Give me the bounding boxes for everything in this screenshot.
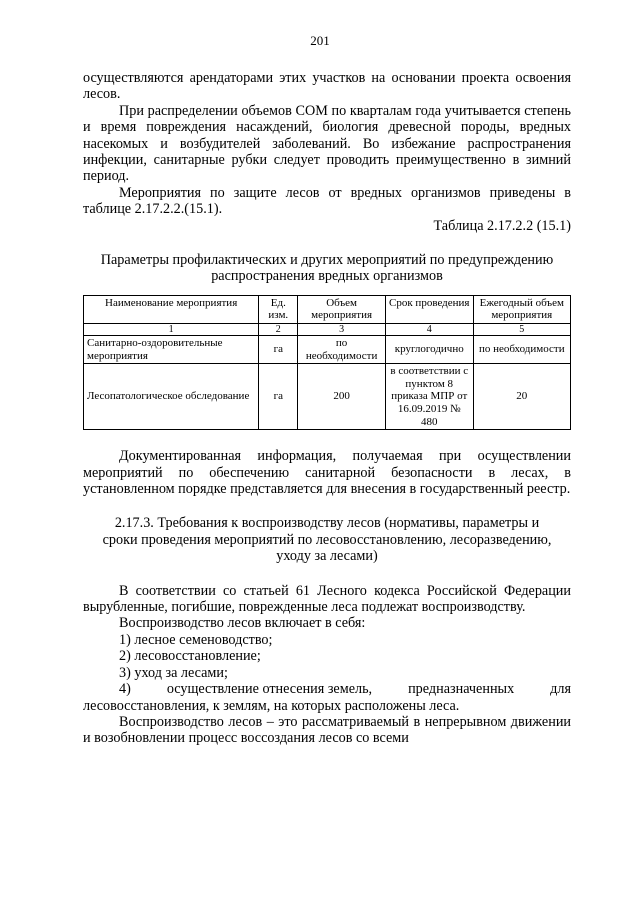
paragraph-6: Воспроизводство лесов включает в себя: (119, 615, 366, 632)
table-column-numbers: 1 2 3 4 5 (84, 324, 571, 336)
measures-table (83, 295, 571, 430)
paragraph-7: Воспроизводство лесов – это рассматриваемый в непрерывном движении и возобновлении процесс воссоздания лесов со всеми (83, 713, 571, 747)
header-unit: Ед. изм. (259, 295, 298, 323)
table-title: Параметры профилактических и других мероприятий по предупреждению распространения вредных организмов (100, 252, 554, 285)
paragraph-1: осуществляются арендаторами этих участков на основании проекта освоения лесов. (83, 70, 571, 103)
table-row: Лесопатологическое обследование га 200 в соответствии с пунктом 8 приказа МПР от 16.09.2019 № 480 20 (84, 364, 571, 430)
page-number: 201 (310, 33, 330, 48)
paragraph-2: При распределении объемов СОМ по кварталам года учитывается степень и время повреждения насаждений, биология древесной породы, вредных насекомых и возбудителей заболеваний. Во избежание распространения инфекции, санитарные рубки следует проводить преимущественно в зимний период. (83, 102, 571, 185)
page-body (83, 70, 571, 747)
table-row: Санитарно-оздоровительные мероприятия га по необходимости круглогодично по необходимости (84, 336, 571, 364)
table-header-row (84, 295, 571, 323)
header-annual-volume: Ежегодный объем мероприятия (473, 295, 570, 323)
header-volume: Объем мероприятия (298, 295, 386, 323)
table-reference: Таблица 2.17.2.2 (15.1) (433, 217, 571, 234)
list-item: 2) лесовосстановление; (119, 648, 261, 665)
section-heading: 2.17.3. Требования к воспроизводству лесов (нормативы, параметры и сроки проведения мероприятий по лесовосстановлению, лесоразведению, уходу за лесами) (102, 515, 552, 565)
paragraph-4: Документированная информация, получаемая при осуществлении мероприятий по обеспечению санитарной безопасности в лесах, в установленном порядке представляется для внесения в государственный реестр. (83, 448, 571, 498)
list-item: 4) осуществление отнесения земель, предназначенных для (119, 681, 571, 698)
list-item: 1) лесное семеноводство; (119, 631, 273, 648)
header-term: Срок проведения (385, 295, 473, 323)
list-item: 3) уход за лесами; (119, 664, 228, 681)
paragraph-3: Мероприятия по защите лесов от вредных организмов приведены в таблице 2.17.2.2.(15.1). (83, 184, 571, 218)
list-item-continuation: лесовосстановления, к землям, на которых расположены леса. (83, 697, 460, 714)
paragraph-5: В соответствии со статьей 61 Лесного кодекса Российской Федерации вырубленные, погибшие, поврежденные леса подлежат воспроизводству. (83, 582, 571, 616)
header-name: Наименование мероприятия (84, 295, 259, 323)
